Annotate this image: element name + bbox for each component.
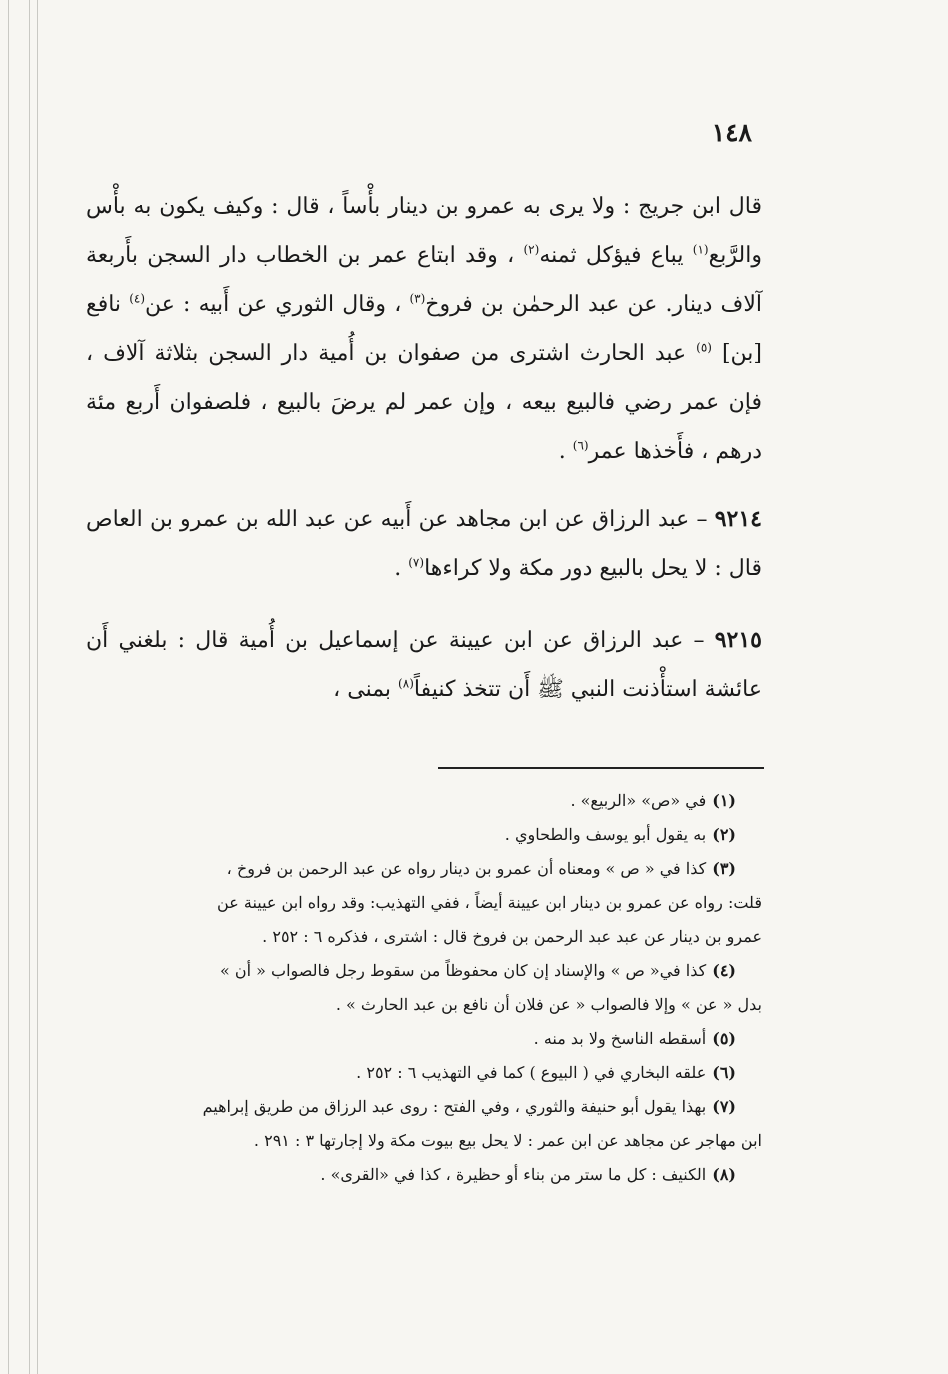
text-segment: – عبد الرزاق عن ابن مجاهد عن أَبيه عن عبد الله بن عمرو بن العاص قال : لا يحل بالبيع دور مكة ولا كراءها — [86, 507, 762, 581]
hadith-number: ٩٢١٤ — [714, 506, 762, 532]
footnote-number: (٨) — [712, 1165, 736, 1184]
hadith-number: ٩٢١٥ — [714, 627, 762, 653]
footnote-text: بهذا يقول أبو حنيفة والثوري ، وفي الفتح : روى عبد الرزاق من طريق إبراهيم — [202, 1097, 707, 1116]
footnote-continuation — [86, 922, 762, 952]
footnote-text: بدل « عن » وإلا فالصواب « عن فلان أن نافع بن عبد الحارث » . — [335, 995, 762, 1014]
footnote-text: عمرو بن دينار عن عبد عبد الرحمن بن فروخ قال : اشترى ، فذكره ٦ : ٢٥٢ . — [262, 927, 762, 946]
binding-line-outer — [8, 0, 9, 1374]
text-segment: – عبد الرزاق عن ابن عيينة عن إسماعيل بن أُمية قال : بلغني أَن عائشة استأْذنت النبي ﷺ أَن تتخذ كنيفاً — [86, 628, 762, 702]
text-segment: بمنى ، — [333, 677, 399, 702]
footnote-separator — [438, 767, 764, 769]
footnote-marker: (٢) — [523, 242, 540, 257]
footnote-number: (١) — [712, 791, 736, 810]
main-text — [86, 182, 762, 714]
footnote-text: أسقطه الناسخ ولا بد منه . — [533, 1029, 707, 1048]
text-segment: ، وقد ابتاع عمر بن الخطاب دار السجن بأَربعة آلاف دينار. عن عبد الرحمٰن بن فروخ — [86, 243, 763, 317]
footnote — [86, 820, 762, 850]
footnotes — [86, 786, 762, 1194]
text-segment: عبد الحارث اشترى من صفوان بن أُمية دار السجن بثلاثة آلاف ، فإن عمر رضي فالبيع بيعه ، وإن عمر لم يرضَ بالبيع ، فلصفوان أَربع مئة درهم ، فأَخذها عمر — [86, 341, 762, 464]
footnote-number: (٥) — [712, 1029, 736, 1048]
footnote-text: به يقول أبو يوسف والطحاوي . — [504, 825, 707, 844]
binding-line-middle — [37, 0, 38, 1374]
footnote-continuation — [86, 990, 762, 1020]
footnote-text: الكنيف : كل ما ستر من بناء أو حظيرة ، كذا في «القرى» . — [320, 1165, 707, 1184]
text-segment: ، وقال الثوري عن أَبيه : عن — [145, 292, 410, 317]
footnote-text: كذا في« ص » والإسناد إن كان محفوظاً من سقوط رجل فالصواب « أن » — [219, 961, 707, 980]
footnote-marker: (١) — [692, 242, 709, 257]
footnote-marker: (٧) — [408, 555, 425, 570]
footnote-marker: (٣) — [409, 291, 426, 306]
text-segment: . — [558, 439, 573, 464]
text-segment: يباع فيؤكل ثمنه — [539, 243, 693, 268]
footnote-continuation — [86, 1126, 762, 1156]
footnote-marker: (٤) — [129, 291, 146, 306]
footnote-text: علقه البخاري في ( البيوع ) كما في التهذيب ٦ : ٢٥٢ . — [356, 1063, 707, 1082]
footnote-text: كذا في « ص » ومعناه أن عمرو بن دينار رواه عن عبد الرحمن بن فروخ ، — [226, 859, 707, 878]
footnote-number: (٧) — [712, 1097, 736, 1116]
footnote-text: في «ص» «الربيع» . — [570, 791, 707, 810]
text-segment: قال ابن جريج : ولا يرى به عمرو بن دينار بأْساً ، قال : وكيف يكون به بأْس والرَّبع — [86, 194, 762, 268]
binding-line-inner — [29, 0, 30, 1374]
footnote-number: (٣) — [712, 859, 736, 878]
footnote-text: قلت: رواه عن عمرو بن دينار ابن عيينة أيضاً ، ففي التهذيب: وقد رواه ابن عيينة عن — [217, 893, 762, 912]
text-segment: . — [394, 556, 409, 581]
hadith-paragraph — [86, 495, 762, 593]
footnote-number: (٦) — [712, 1063, 736, 1082]
footnote — [86, 1160, 762, 1190]
page-number: ١٤٨ — [711, 118, 752, 147]
footnote — [86, 854, 762, 884]
footnote-continuation — [86, 888, 762, 918]
footnote-marker: (٦) — [572, 438, 589, 453]
hadith-paragraph — [86, 616, 762, 714]
footnote — [86, 1024, 762, 1054]
paragraph — [86, 182, 762, 476]
footnote — [86, 1092, 762, 1122]
footnote-number: (٢) — [712, 825, 736, 844]
footnote — [86, 956, 762, 986]
footnote — [86, 1058, 762, 1088]
footnote-marker: (٥) — [696, 340, 712, 355]
text-segment: نافع [بن] — [86, 292, 762, 366]
footnote — [86, 786, 762, 816]
footnote-marker: (٨) — [398, 676, 414, 691]
footnote-number: (٤) — [712, 961, 736, 980]
footnote-text: ابن مهاجر عن مجاهد عن ابن عمر : لا يحل بيع بيوت مكة ولا إجارتها ٣ : ٢٩١ . — [253, 1131, 762, 1150]
